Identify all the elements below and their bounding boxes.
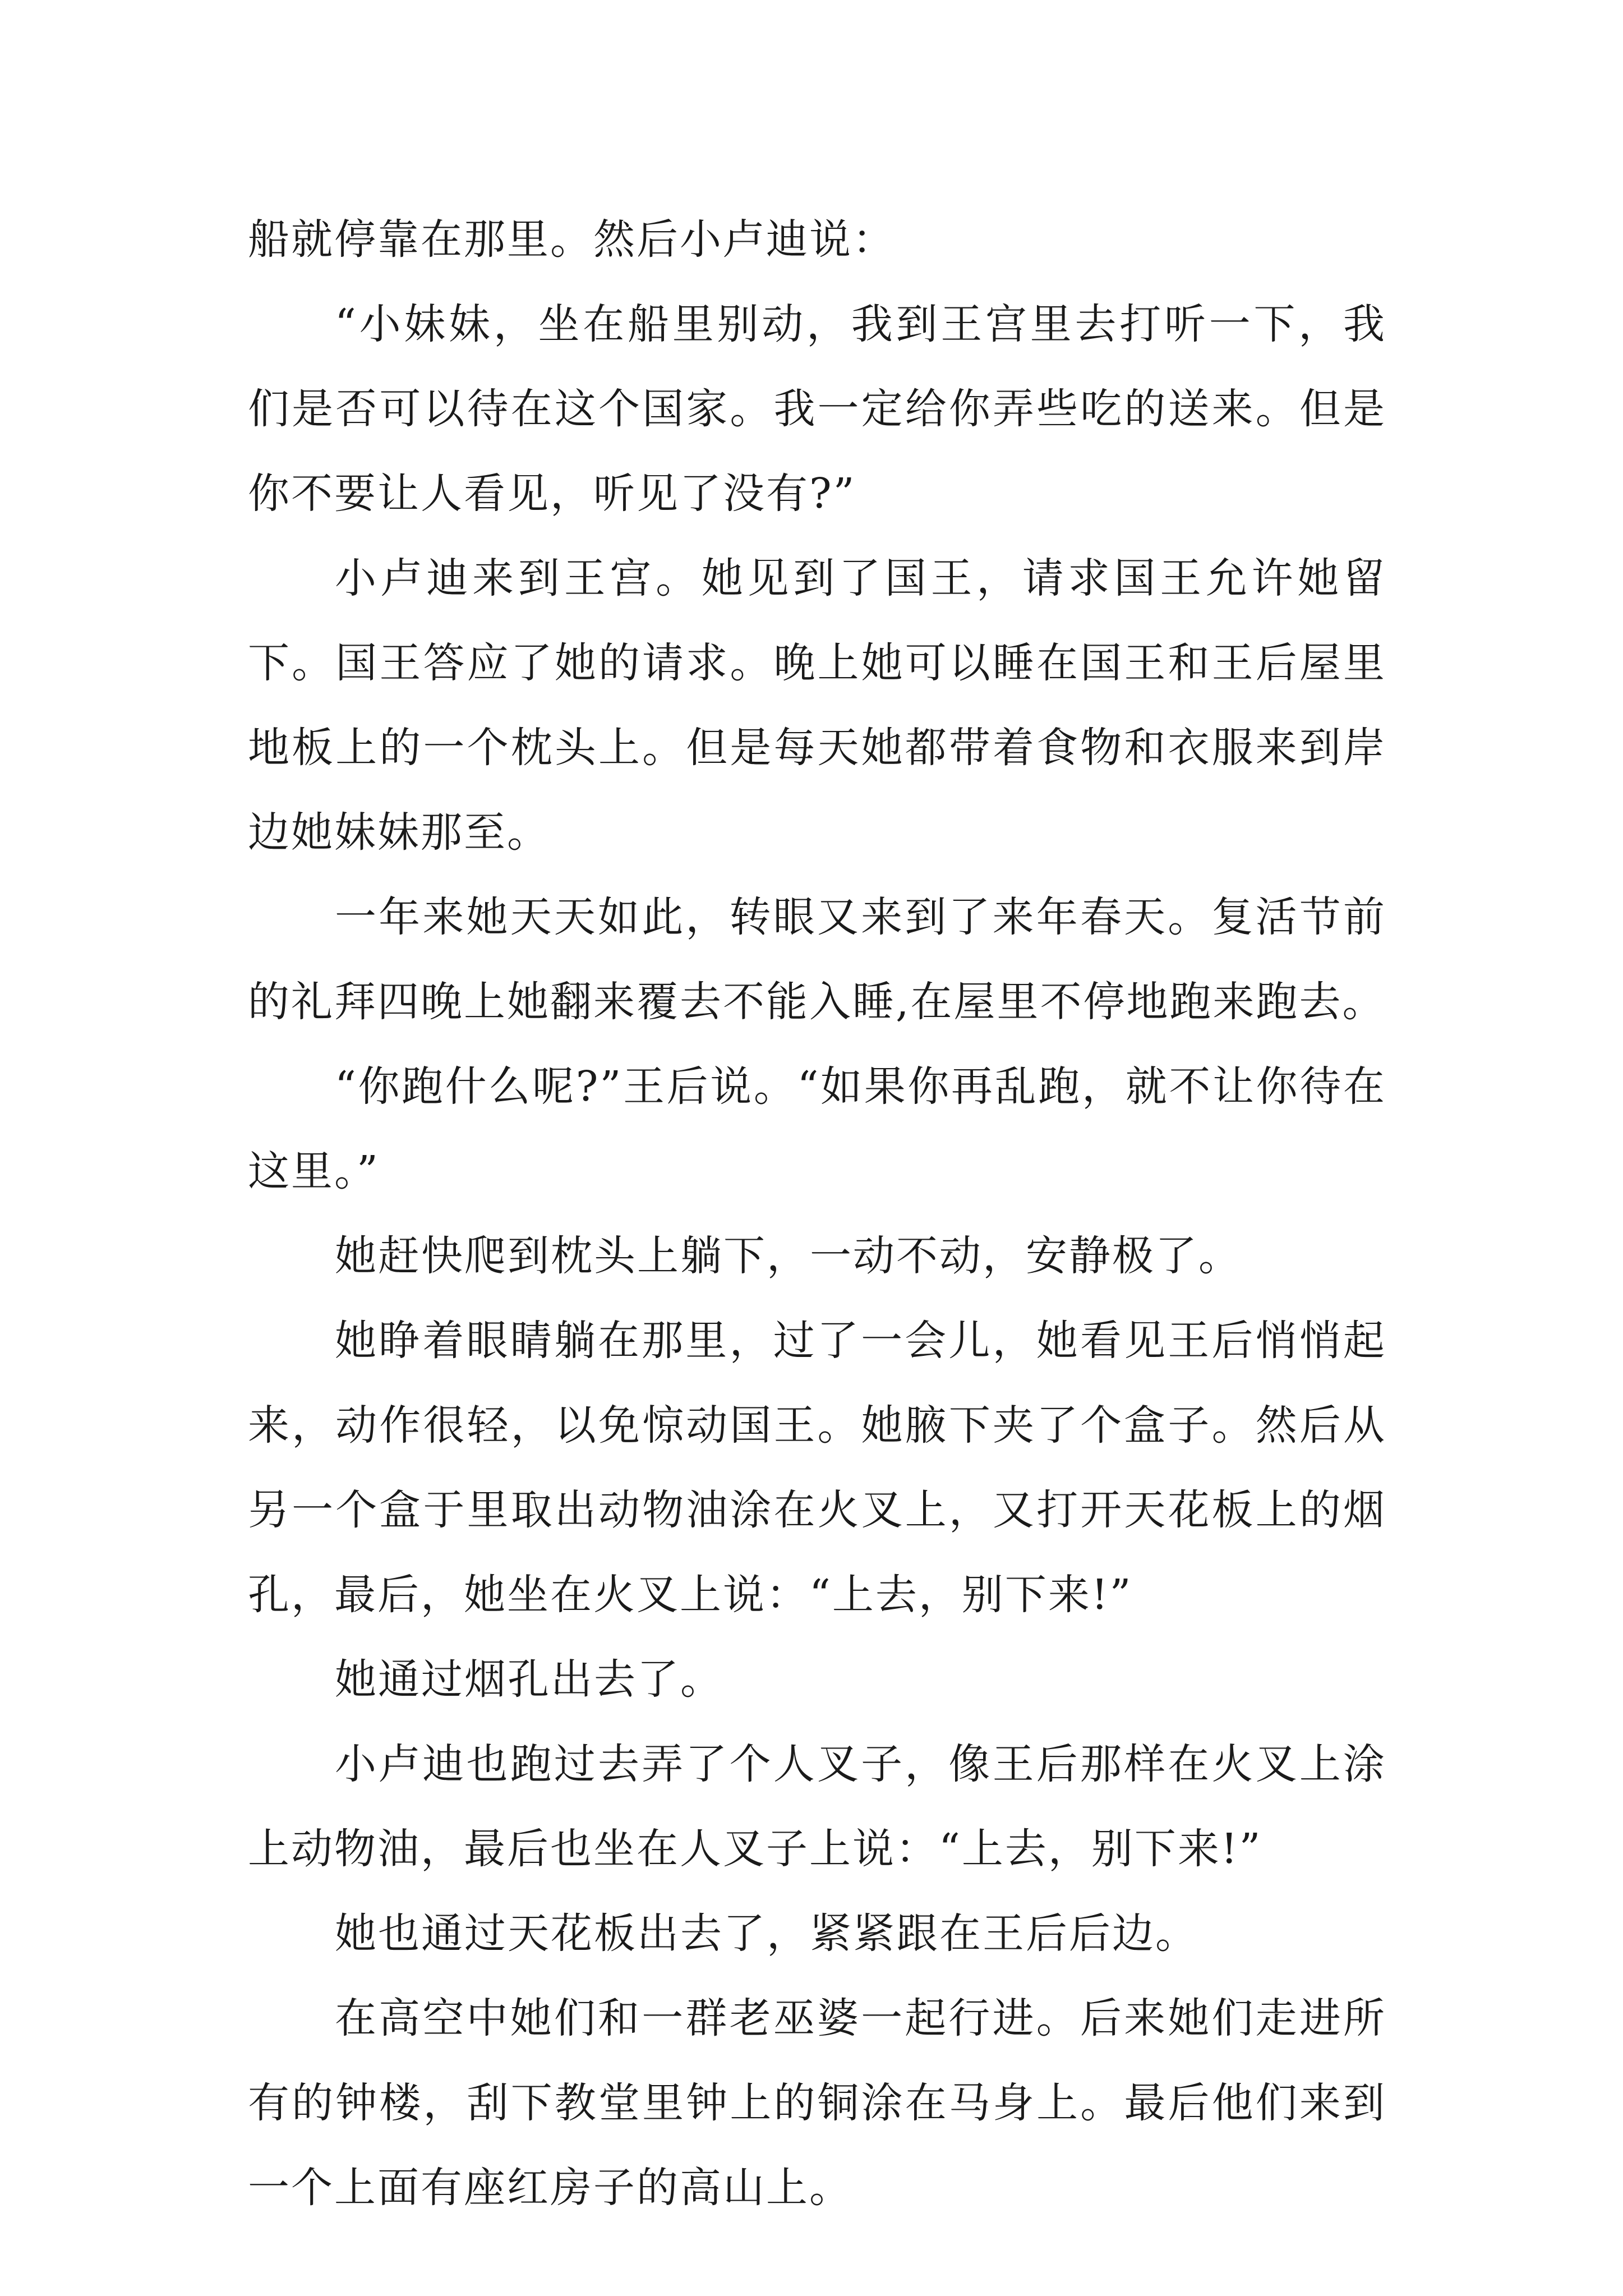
paragraph-6: 她赶快爬到枕头上躺下，一动不动，安静极了。 (335, 1232, 1242, 1280)
paragraph-3: 小卢迪来到王宫。她见到了国王，请求国王允许她留下。国王答应了她的请求。晚上她可以睡在国王和王后屋里地板上的一个枕头上。但是每天她都带着食物和衣服来到岸边她妹妹那至。 (248, 554, 1386, 857)
paragraph-1: 船就停靠在那里。然后小卢迪说： (248, 215, 896, 264)
paragraph-5: “你跑什么呢?”王后说。“如果你再乱跑，就不让你待在这里。” (248, 1062, 1386, 1195)
body-text (248, 197, 1386, 2230)
paragraph-7: 她睁着眼睛躺在那里，过了一会儿，她看见王后悄悄起来，动作很轻，以免惊动国王。她腋下夹了个盒子。然后从另一个盒于里取出动物油涂在火叉上，又打开天花板上的烟孔，最后，她坐在火叉上说：“上去，别下来!” (248, 1317, 1386, 1619)
paragraph-4: 一年来她天天如此，转眼又来到了来年春天。复活节前的礼拜四晚上她翻来覆去不能入睡,在屋里不停地跑来跑去。 (248, 893, 1386, 1026)
paragraph-9: 小卢迪也跑过去弄了个人叉子，像王后那样在火叉上涂上动物油，最后也坐在人叉子上说：“上去，别下来!” (248, 1740, 1386, 1873)
paragraph-2: “小妹妹，坐在船里别动，我到王宫里去打听一下，我们是否可以待在这个国家。我一定给你弄些吃的送来。但是你不要让人看见，听见了没有?” (248, 300, 1386, 518)
paragraph-10: 她也通过天花板出去了，紧紧跟在王后后边。 (335, 1910, 1198, 1958)
paragraph-8: 她通过烟孔出去了。 (335, 1655, 723, 1704)
paragraph-11: 在高空中她们和一群老巫婆一起行进。后来她们走进所有的钟楼，刮下教堂里钟上的铜涂在马身上。最后他们来到一个上面有座红房子的高山上。 (248, 1994, 1386, 2212)
